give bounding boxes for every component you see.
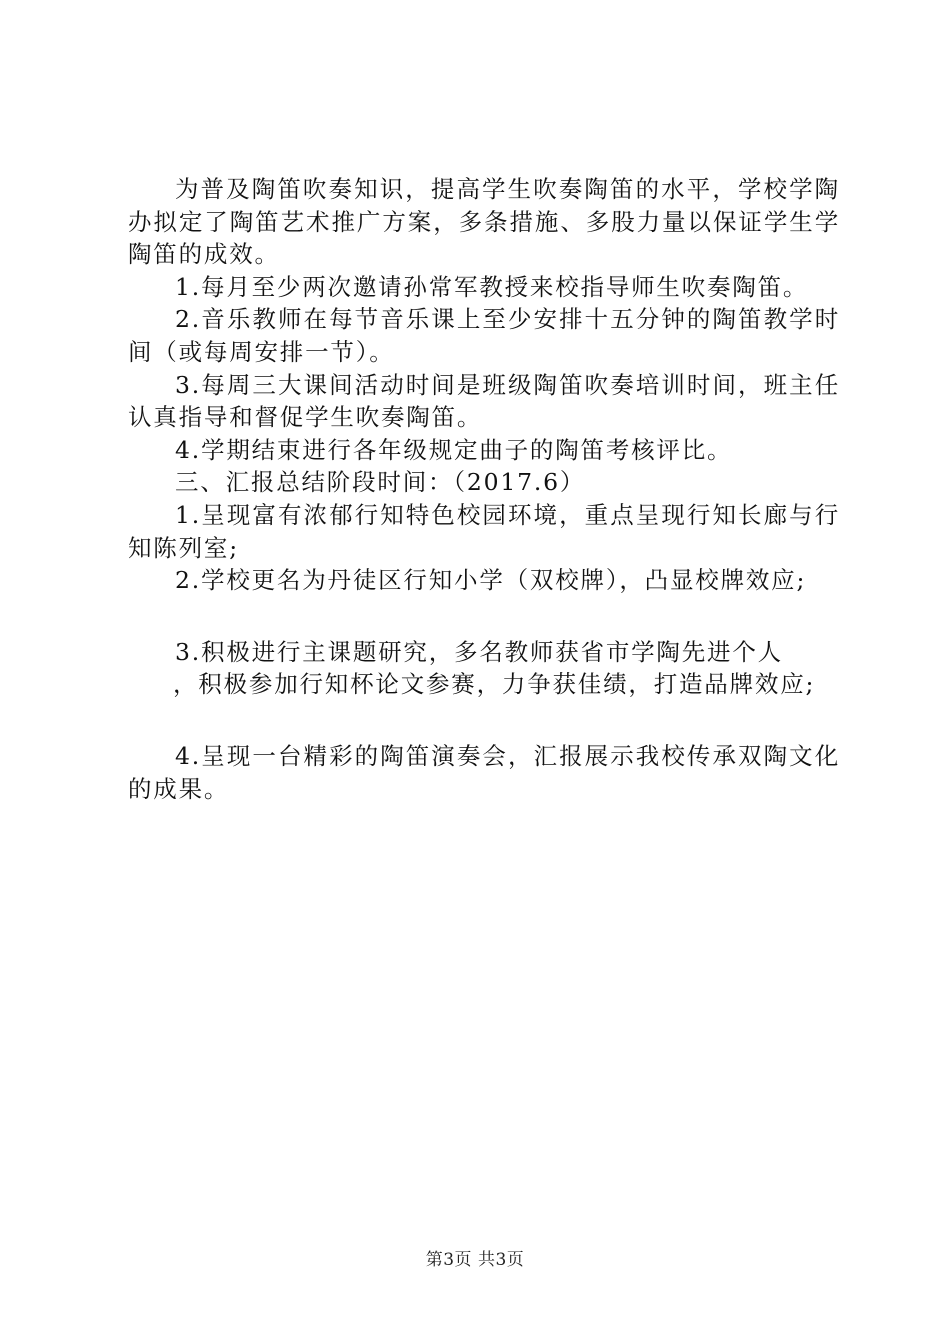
measure-item-3: 3.每周三大课间活动时间是班级陶笛吹奏培训时间，班主任认真指导和督促学生吹奏陶笛。	[128, 370, 840, 432]
summary-item-3: 3.积极进行主课题研究，多名教师获省市学陶先进个人	[175, 637, 783, 666]
paragraph-gap	[128, 701, 840, 740]
section-heading-summary: 三、汇报总结阶段时间：（2017.6）	[175, 468, 586, 497]
measure-item-4: 4.学期结束进行各年级规定曲子的陶笛考核评比。	[175, 435, 733, 464]
summary-item-4: 4.呈现一台精彩的陶笛演奏会，汇报展示我校传承双陶文化的成果。	[128, 741, 840, 803]
summary-item-2: 2.学校更名为丹徒区行知小学（双校牌），凸显校牌效应;	[175, 566, 807, 595]
page-footer: 第3页 共3页	[425, 1250, 525, 1270]
measure-item-2: 2.音乐教师在每节音乐课上至少安排十五分钟的陶笛教学时间（或每周安排一节）。	[128, 305, 840, 366]
intro-paragraph: 为普及陶笛吹奏知识，提高学生吹奏陶笛的水平，学校学陶办拟定了陶笛艺术推广方案，多条措施、多股力量以保证学生学陶笛的成效。	[128, 175, 840, 269]
paragraph-gap	[128, 597, 840, 636]
document-body	[128, 173, 840, 805]
measure-item-1: 1.每月至少两次邀请孙常军教授来校指导师生吹奏陶笛。	[175, 272, 809, 301]
summary-item-3-continued: ，积极参加行知杯论文参赛，力争获佳绩，打造品牌效应;	[173, 670, 816, 699]
summary-item-1: 1.呈现富有浓郁行知特色校园环境，重点呈现行知长廊与行知陈列室;	[128, 500, 840, 562]
